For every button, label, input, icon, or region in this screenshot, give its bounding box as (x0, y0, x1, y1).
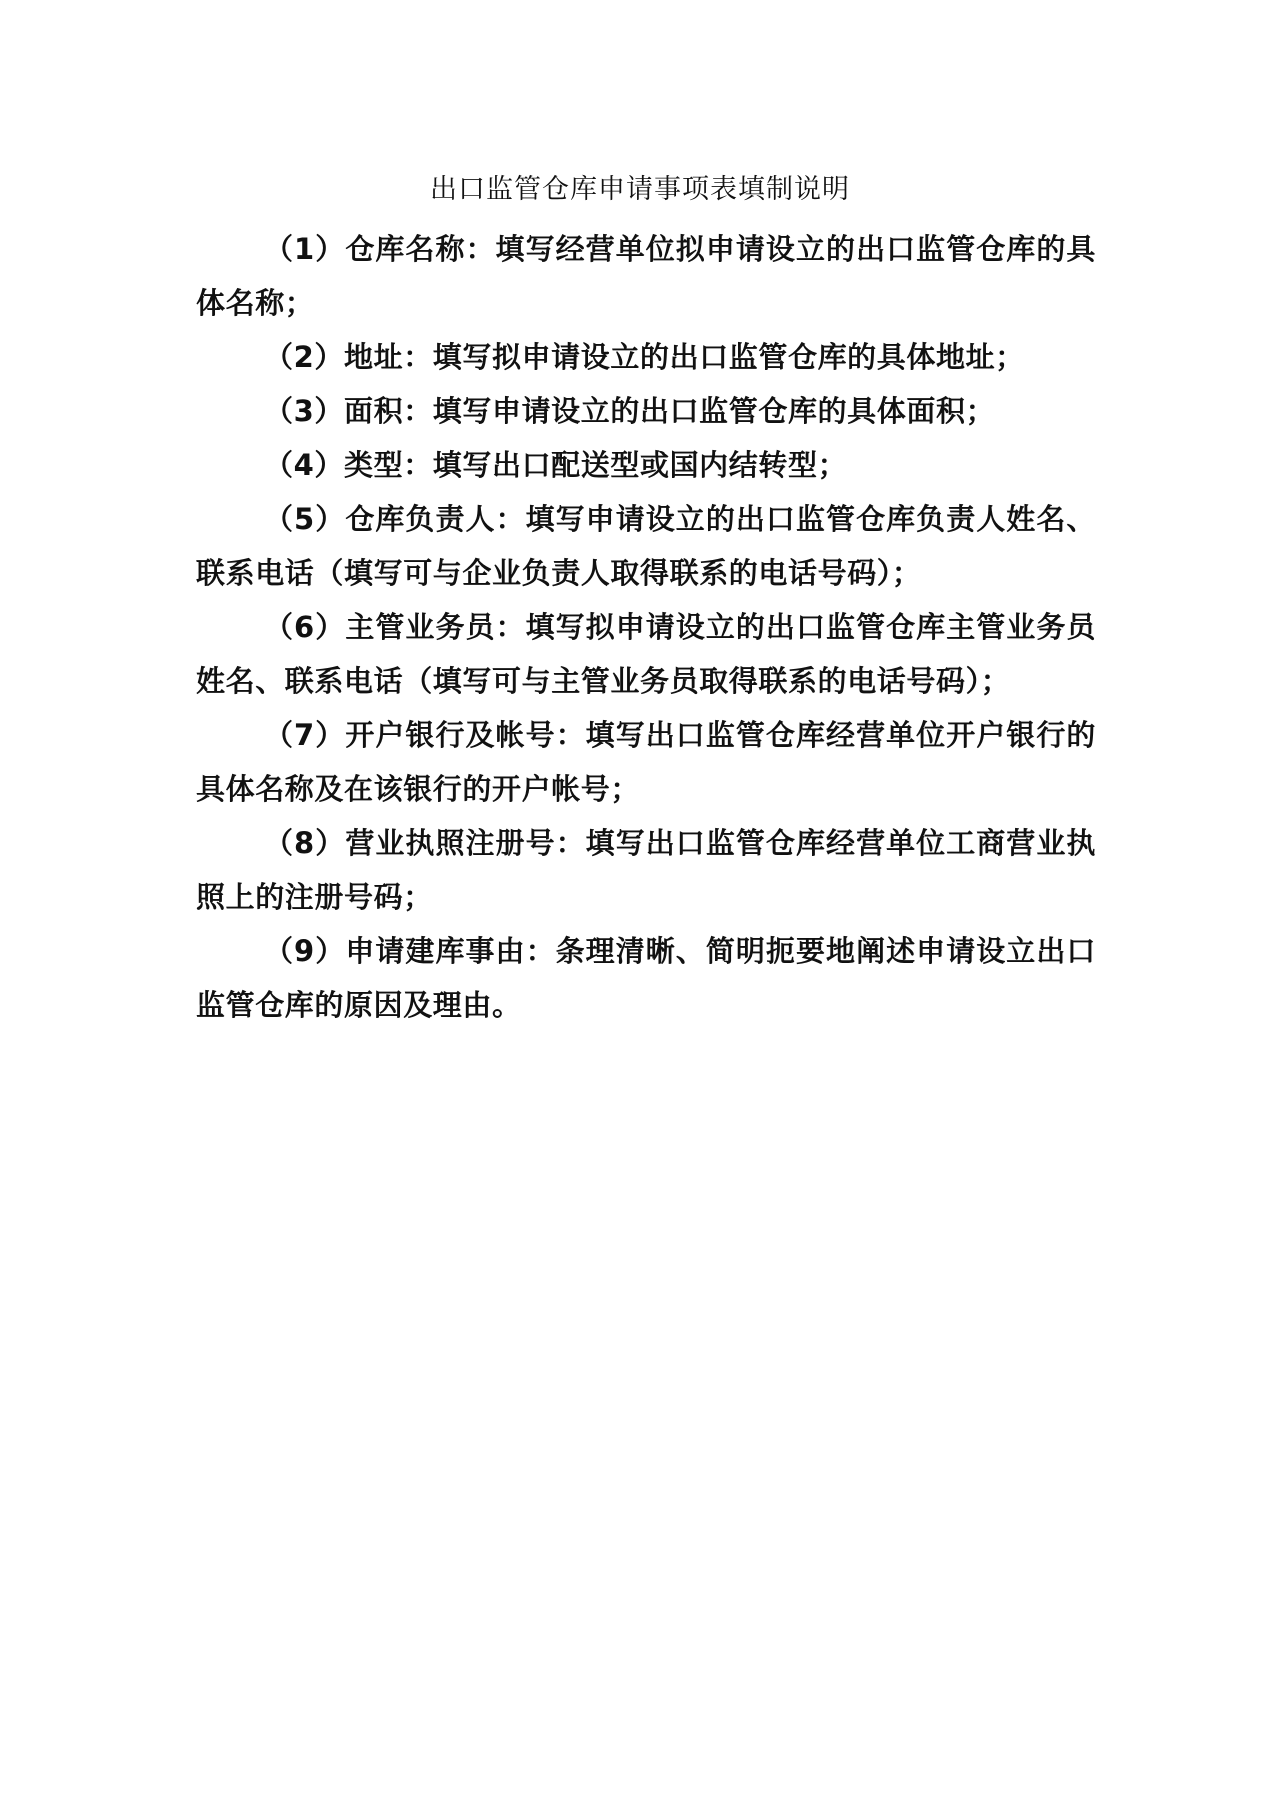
item-number: （6） (264, 610, 346, 644)
item-text: 申请建库事由：条理清晰、简明扼要地阐述申请设立出口监管仓库的原因及理由。 (196, 934, 1096, 1022)
instruction-item-5 (196, 492, 1096, 600)
instruction-item-6 (196, 600, 1096, 708)
item-number: （4） (264, 448, 344, 482)
item-number: （9） (264, 934, 346, 968)
instruction-item-3 (196, 384, 1096, 438)
item-text: 营业执照注册号：填写出口监管仓库经营单位工商营业执照上的注册号码； (196, 826, 1096, 914)
item-number: （3） (264, 394, 344, 428)
instruction-item-1 (196, 222, 1096, 330)
document-title: 出口监管仓库申请事项表填制说明 (430, 174, 850, 205)
item-text: 开户银行及帐号：填写出口监管仓库经营单位开户银行的具体名称及在该银行的开户帐号； (196, 718, 1096, 806)
item-text: 类型：填写出口配送型或国内结转型； (343, 448, 848, 482)
instruction-item-7 (196, 708, 1096, 816)
item-text: 地址：填写拟申请设立的出口监管仓库的具体地址； (343, 340, 1025, 374)
item-number: （5） (264, 502, 346, 536)
item-number: （8） (264, 826, 346, 860)
item-text: 仓库负责人：填写申请设立的出口监管仓库负责人姓名、联系电话（填写可与企业负责人取得联系的电话号码）； (196, 502, 1096, 590)
instruction-item-4 (196, 438, 1096, 492)
instruction-item-9 (196, 924, 1096, 1032)
instruction-item-8 (196, 816, 1096, 924)
item-text: 面积：填写申请设立的出口监管仓库的具体面积； (343, 394, 996, 428)
instruction-item-2 (196, 330, 1096, 384)
item-text: 主管业务员：填写拟申请设立的出口监管仓库主管业务员姓名、联系电话（填写可与主管业务员取得联系的电话号码）； (196, 610, 1096, 698)
item-number: （2） (264, 340, 344, 374)
item-number: （7） (264, 718, 346, 752)
instructions-list (196, 222, 1096, 1032)
item-number: （1） (264, 232, 346, 266)
item-text: 仓库名称：填写经营单位拟申请设立的出口监管仓库的具体名称； (196, 232, 1096, 320)
